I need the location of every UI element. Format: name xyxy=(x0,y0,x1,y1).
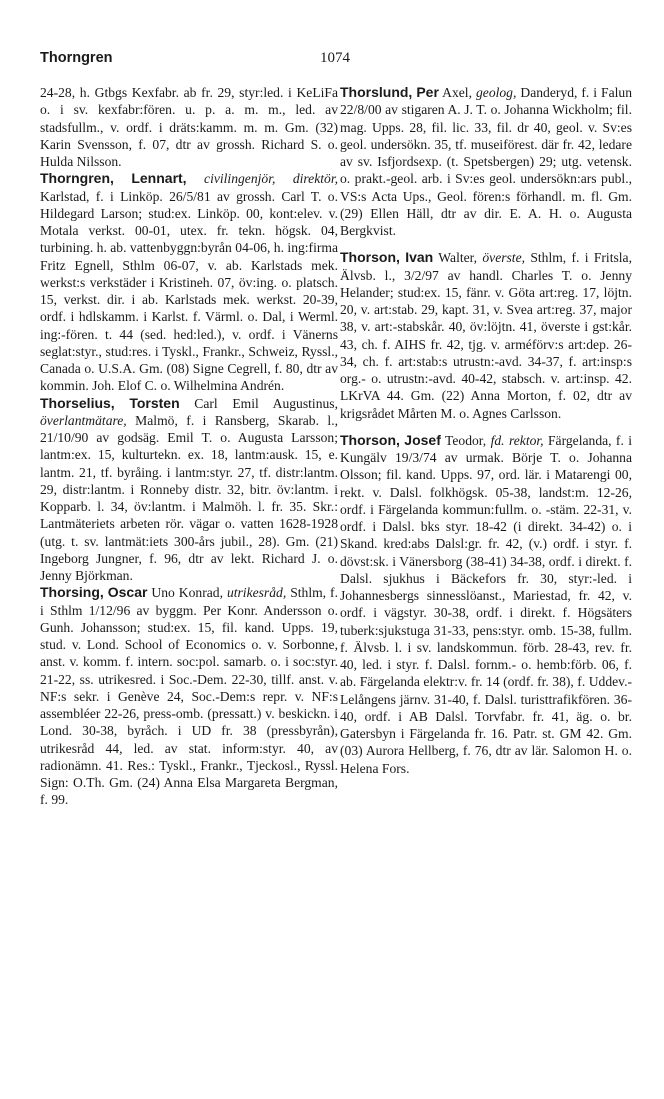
entry-given-name: Torsten xyxy=(129,394,180,411)
entry-body: Danderyd, f. i Falun 22/8/00 av stigaren A. J. T. o. Johanna Wickholm; fil. mag. Upps. 28, fil. lic. 33, fil. dr 40, geol. v. Sv:es geol. undersökn. 35, tf. museiförest. där fr. 42, ledare av sv. Isfjordsexp. (t. Spetsbergen) 29; utg. vetensk. o. prakt.-geol. arb. i Sv:es geol. undersökn:ars publ., VS:s Acta Ups., Geol. fören:s förhandl. m. fl. Gm. (29) Ellen Häll, dtr av dir. E. A. H. o. Augusta Bergkvist. xyxy=(340,85,633,238)
entry-other-names: Uno Konrad, xyxy=(151,585,223,601)
continuation-text: 24-28, h. Gtbgs Kexfabr. ab fr. 29, styr:led. i KeLiFa o. i sv. kexfabr:fören. u. p. a. m. m., led. av stadsfullm., v. ordf. i dräts:kamm. m. m. Gm. (32) Karin Svensson, f. 07, dtr av grossh. Richard S. o. Hulda Nilsson. xyxy=(40,85,338,169)
entry-title: civilingenjör, direktör, xyxy=(204,171,339,187)
entry-surname: Thorselius, xyxy=(40,394,115,411)
entry-other-names: Teodor, xyxy=(445,432,487,448)
entry-other-names: Walter, xyxy=(438,250,478,266)
entry-thorslund-per xyxy=(340,84,632,239)
entry-given-name: Lennart, xyxy=(131,170,187,187)
entry-title: överste, xyxy=(482,250,526,266)
entry-body: Karlstad, f. i Linköp. 26/5/81 av grossh. Carl T. o. Hildegard Larson; stud:ex. Linköp. 00, kont:elev. v. Motala verkst. 00-01, utex. fr. tekn. högsk. 04, turbining. h. ab. vattenbyggn:byrån 04-06, h. ing:firma Fritz Egnell, Sthlm 06-07, v. ab. Karlstads mek. werkst:s verkstäder i Kristineh. 07, öv:ing. o. platsch. 15, verkst. dir. i ab. Karlstads mek. werkst. 20-39, ordf. i hdlskamm. i Karlst. f. Värml. o. Dal, i Werml. ing:-fören. t. 44 (sed. hed:led.), v. ordf. i Vänerns seglat:styr., stud:res. i Tyskl., Frankr., Schweiz, Ryssl., Canada o. U.S.A. Gm. (08) Signe Cegrell, f. 80, dtr av kommin. Joh. Elof C. o. Wilhelmina Andrén. xyxy=(40,188,338,394)
entry-surname: Thorngren, xyxy=(40,170,114,187)
entry-given-name: Oscar xyxy=(107,584,148,601)
entry-body: Malmö, f. i Ransberg, Skarab. l., 21/10/90 av godsäg. Emil T. o. Augusta Larsson; lantm:ex. 15, kulturtekn. ex. 18, lantm:ausk. 15, e. lantm. 21, tf. byråing. i lantm:styr. 27, tf. distr:lantm. 29, distr:lantm. i Ronneby distr. 32, bitr. öv:lantm. i Kopparb. l. 34, öv:lantm. i Malmöh. l. fr. 35. Skr.: Lantmäteriets arbeten rör. vägar o. vatten 1628-1928 (utg. t. sv. lantmät:iets 300-års jubil., 28). Gm. (21) Ingeborg Jungner, f. 96, dtr av lekt. Richard J. o. Jenny Björkman. xyxy=(40,412,338,583)
entry-title: utrikesråd, xyxy=(226,585,287,601)
entry-thorsing-oscar xyxy=(40,584,338,808)
entry-other-names: Axel, xyxy=(442,85,472,100)
entry-given-name: Per xyxy=(416,84,439,100)
entry-thorson-josef xyxy=(340,432,632,777)
entry-given-name: Ivan xyxy=(405,249,434,266)
entry-other-names: Carl Emil Augustinus, xyxy=(194,395,338,411)
entry-surname: Thorson, xyxy=(340,249,400,266)
page-header xyxy=(40,50,632,72)
entry-body: Sthlm, f. i Sthlm 1/12/96 av byggm. Per Konr. Andersson o. Gunh. Johansson; stud:ex. 15, fil. kand. Upps. 19, stud. v. Lond. School of Economics o. v. Sorbonne, anst. v. komm. f. intern. soc:pol. samarb. o. i soc:styr. 21-22, ss. utrikesred. i Soc.-Dem. 22-30, tillf. anst. v. NF:s sekr. i Genève 24, Soc.-Dem:s repr. v. NF:s assembléer 22-26, press-omb. (pressatt.) v. beskickn. i Lond. 30-38, byråch. i UD fr. 38 (pressbyrån), utrikesråd 44, led. av stat. inform:styr. 40, av radionämn. 41. Res.: Tyskl., Frankr., Tjeckosl., Ryssl. Sign: O.Th. Gm. (24) Anna Elsa Margareta Bergman, f. 99. xyxy=(40,585,338,808)
entry-surname: Thorson, xyxy=(340,431,400,448)
entry-body: Färgelanda, f. i Kungälv 19/3/74 av urmak. Börje T. o. Johanna Olsson; fil. kand. Upps. 97, ord. lär. i Matarengi 00, rekt. v. Dalsl. folkhögsk. 05-38, landst:m. 12-26, ordf. i Färgelanda kommun:fullm. o. -stäm. 22-31, v. ordf. i Dalsl. bks styr. 18-42 (i direkt. 34-42) o. i Skand. kred:abs Dalsl:gr. fr. 42, (v.) ordf. i styr. f. dövst:sk. i Vänersborg (38-41) 34-38, ordf. i direkt. f. Dalsl. sjukhus i Bäckefors fr. 30, styr:-led. i Johannesbergs sinnesslöanst., Mariestad, fr. 42, v. ordf. i vägstyr. 30-38, ordf. i direkt. f. Högsäters tuberk:sjukstuga 31-33, pens:styr. omb. 15-38, fullm. f. Älvsb. l. i sv. landskommun. förb. 28-43, rev. fr. 40, led. i styr. f. Dalsl. fornm.- o. hemb:förb. 06, f. ab. Färgelanda elektr:v. fr. 14 (ordf. fr. 38), f. Uddev.-Lelångens järnv. 31-40, f. Dalsl. turisttrafikfören. 36-40, ordf. i AB Dalsl. Torvfabr. fr. 41, äg. o. br. Gatersbyn i Färgelanda fr. 16. Patr. st. GM 42. Gm. (03) Aurora Hellberg, f. 76, dtr av lär. Salomon H. o. Helena Fors. xyxy=(340,432,633,776)
entry-body: Sthlm, f. i Fritsla, Älvsb. l., 3/2/97 av handl. Charles T. o. Jenny Helander; stud:ex. 15, fänr. v. Göta art:reg. 17, löjtn. 20, v. art:stab. 29, kapt. 31, v. Svea art:reg. 37, major 38, v. art:-stabskår. 40, öv:löjtn. 41, överste i gst:kår. 43, ch. f. AIHS fr. 42, tjg. v. arméförv:s art:dep. 26-34, ch. f. art:stab:s utrustn:-avd. 34-37, f. art:insp:s org.- o. utrustn:-avd. 40-42, stabsch. v. art:insp. 42. LKrVA 44. Gm. (22) Anna Morton, f. 02, dtr av krigsrådet Mårten M. o. Agnes Carlsson. xyxy=(340,250,632,421)
page-number: 1074 xyxy=(320,50,350,66)
right-column xyxy=(340,84,632,777)
entry-title: fd. rektor, xyxy=(490,432,544,448)
entry-given-name: Josef xyxy=(404,431,441,448)
entry-title: geolog, xyxy=(475,85,517,100)
running-head-name: Thorngren xyxy=(40,50,113,66)
entry-surname: Thorslund, xyxy=(340,84,413,100)
entry-title: överlantmätare, xyxy=(40,412,127,428)
entry-thorselius-torsten xyxy=(40,395,338,585)
entry-thorson-ivan xyxy=(340,249,632,422)
entry-surname: Thorsing, xyxy=(40,584,104,601)
entry-thorngren-lennart xyxy=(40,170,338,394)
left-column xyxy=(40,84,338,809)
